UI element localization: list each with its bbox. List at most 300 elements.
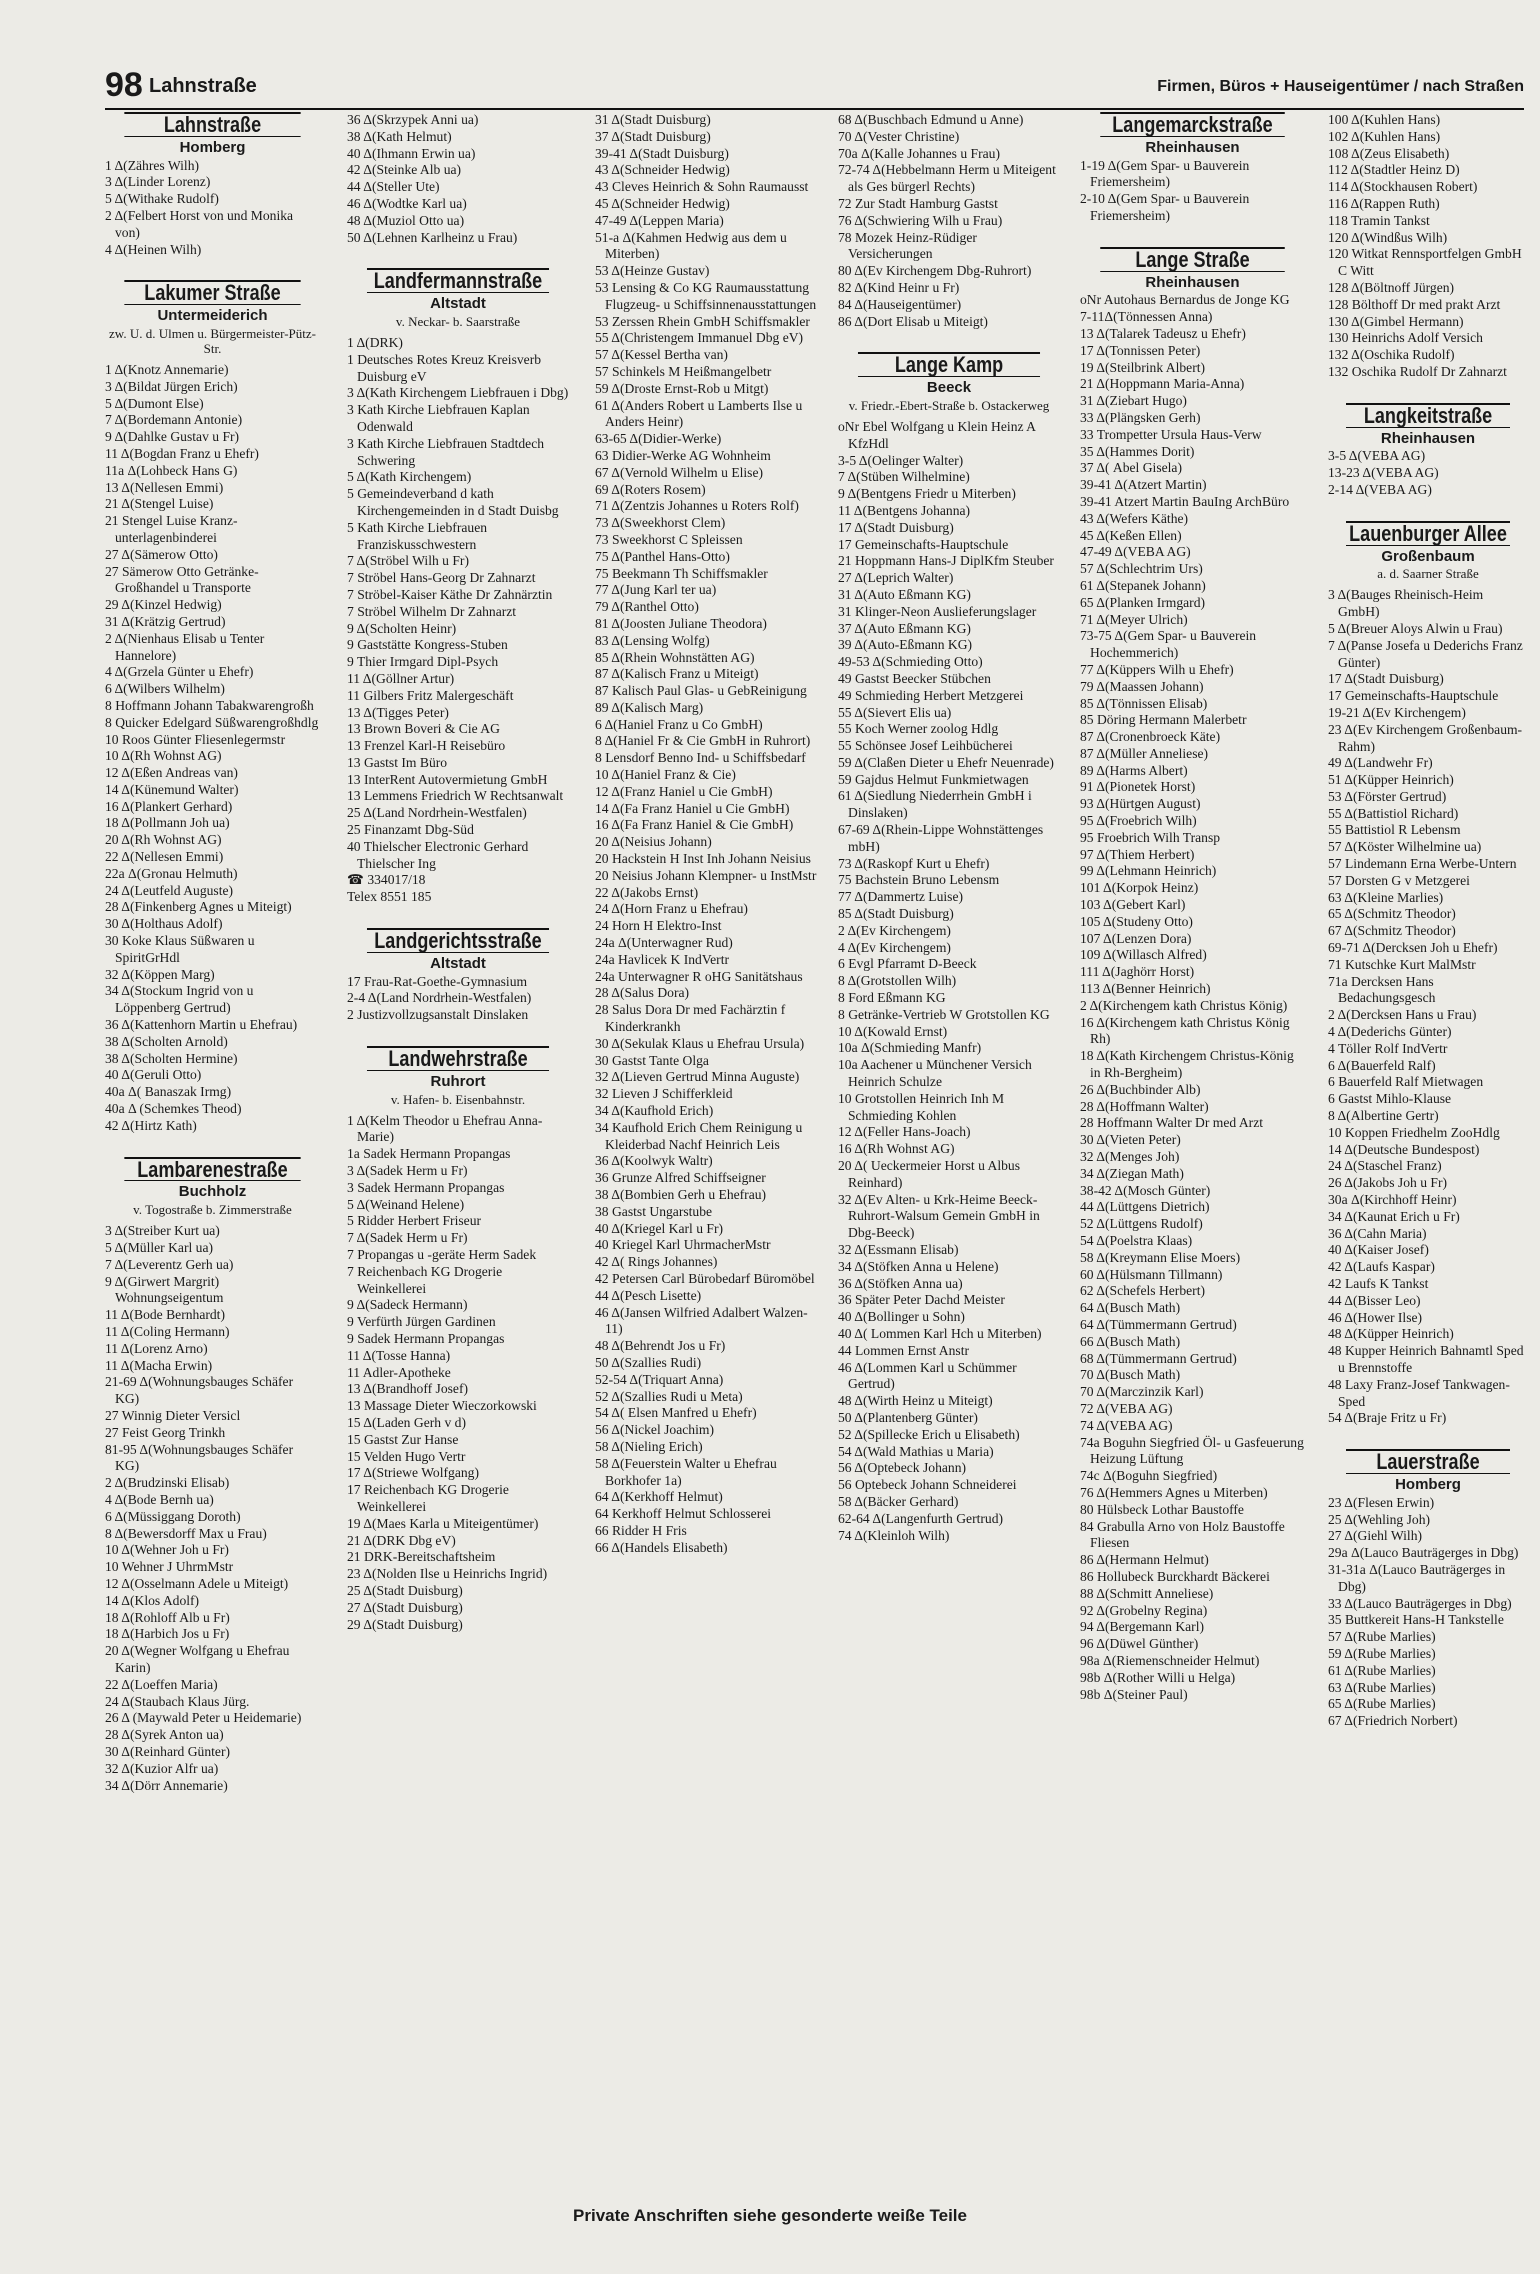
address-entry: 8 Δ(Bewersdorff Max u Frau) bbox=[105, 1525, 267, 1541]
address-entry: 9 Δ(Dahlke Gustav u Fr) bbox=[105, 429, 240, 445]
address-entry: 18 Δ(Pollmann Joh ua) bbox=[105, 815, 230, 831]
address-entry: 27 Δ(Sämerow Otto) bbox=[105, 546, 218, 562]
address-entry: 1 Δ(Knotz Annemarie) bbox=[105, 361, 229, 377]
address-entry: 74 Δ(Kleinloh Wilh) bbox=[838, 1527, 950, 1543]
district-name: Beeck bbox=[926, 379, 972, 397]
address-entry: 77 Δ(Küppers Wilh u Ehefr) bbox=[1080, 661, 1234, 677]
address-entry: 55 Δ(Sievert Elis ua) bbox=[838, 704, 952, 720]
address-entry: 39-41 Δ(Atzert Martin) bbox=[1080, 477, 1207, 493]
address-entry: 58 Δ(Bäcker Gerhard) bbox=[838, 1493, 959, 1509]
address-entry: 34 Δ(Ziegan Math) bbox=[1080, 1165, 1184, 1181]
district-name: Rheinhausen bbox=[1145, 273, 1240, 291]
address-entry: 18 Δ(Harbich Jos u Fr) bbox=[105, 1626, 230, 1642]
address-entry: Telex 8551 185 bbox=[347, 889, 432, 905]
address-entry: 37 Δ(Stadt Duisburg) bbox=[595, 128, 711, 144]
address-entry: 30 Δ(Reinhard Günter) bbox=[105, 1743, 231, 1759]
address-entry: 64 Δ(Tümmermann Gertrud) bbox=[1080, 1316, 1237, 1332]
address-entry: 36 Später Peter Dachd Meister bbox=[838, 1292, 1005, 1308]
address-entry: 43 Δ(Schneider Hedwig) bbox=[595, 162, 730, 178]
address-entry: 4 Töller Rolf IndVertr bbox=[1328, 1040, 1448, 1056]
address-entry: 61 Δ(Stepanek Johann) bbox=[1080, 577, 1206, 593]
address-entry: 66 Ridder H Fris bbox=[595, 1522, 687, 1538]
address-entry: 102 Δ(Kuhlen Hans) bbox=[1328, 128, 1441, 144]
address-entry: 25 Δ(Wehling Joh) bbox=[1328, 1511, 1431, 1527]
address-entry: 77 Δ(Dammertz Luise) bbox=[838, 889, 964, 905]
address-entry: 16 Δ(Fa Franz Haniel & Cie GmbH) bbox=[595, 817, 794, 833]
address-entry: 26 Δ(Jakobs Joh u Fr) bbox=[1328, 1175, 1448, 1191]
address-entry: 98b Δ(Rother Willi u Helga) bbox=[1080, 1669, 1236, 1685]
street-name: Landgerichtsstraße bbox=[367, 928, 549, 953]
address-entry: 52-54 Δ(Triquart Anna) bbox=[595, 1371, 724, 1387]
address-entry: 87 Δ(Kalisch Franz u Miteigt) bbox=[595, 666, 759, 682]
address-entry: 10 Δ(Rh Wohnst AG) bbox=[105, 748, 222, 764]
address-entry: 24a Havlicek K IndVertr bbox=[595, 951, 729, 967]
address-entry: 59 Δ(Droste Ernst-Rob u Mitgt) bbox=[595, 380, 769, 396]
address-entry: 31 Klinger-Neon Auslieferungslager bbox=[838, 603, 1037, 619]
address-entry: 8 Hoffmann Johann Tabakwarengroßh bbox=[105, 697, 314, 713]
street-name: Lakumer Straße bbox=[124, 280, 300, 305]
address-entry: 2-10 Δ(Gem Spar- u Bauverein Friemersheim) bbox=[1080, 191, 1250, 223]
address-entry: 58 Δ(Nieling Erich) bbox=[595, 1438, 703, 1454]
address-entry: 17 Gemeinschafts-Hauptschule bbox=[838, 536, 1009, 552]
address-entry: 91 Δ(Pionetek Horst) bbox=[1080, 779, 1196, 795]
address-entry: 70 Δ(Marczinzik Karl) bbox=[1080, 1384, 1204, 1400]
address-entry: 3-5 Δ(VEBA AG) bbox=[1328, 448, 1426, 464]
address-entry: 27 Δ(Leprich Walter) bbox=[838, 570, 954, 586]
page-number: 98 bbox=[105, 66, 143, 104]
address-entry: 40 Thielscher Electronic Gerhard Thielscher Ing bbox=[347, 838, 529, 871]
address-entry: 94 Δ(Bergemann Karl) bbox=[1080, 1619, 1205, 1635]
address-entry: 45 Δ(Schneider Hedwig) bbox=[595, 195, 730, 211]
address-entry: 9 Δ(Sadeck Hermann) bbox=[347, 1297, 468, 1313]
address-entry: 86 Δ(Hermann Helmut) bbox=[1080, 1552, 1209, 1568]
address-entry: 40a Δ (Schemkes Theod) bbox=[105, 1101, 242, 1117]
address-entry: 9 Sadek Hermann Propangas bbox=[347, 1331, 505, 1346]
address-entry: 5 Δ(Kath Kirchengem) bbox=[347, 469, 472, 485]
address-entry: 30a Δ(Kirchhoff Heinr) bbox=[1328, 1192, 1457, 1208]
district-name: Buchholz bbox=[178, 1183, 247, 1201]
address-entry: 46 Δ(Lommen Karl u Schümmer Gertrud) bbox=[838, 1359, 1017, 1392]
address-entry: 2-4 Δ(Land Nordrhein-Westfalen) bbox=[347, 990, 532, 1006]
address-entry: 9 Verfürth Jürgen Gardinen bbox=[347, 1314, 496, 1330]
address-entry: 49 Gastst Beecker Stübchen bbox=[838, 670, 991, 686]
address-entry: 38 Δ(Scholten Arnold) bbox=[105, 1033, 228, 1049]
address-entry: 21 Hoppmann Hans-J DiplKfm Steuber bbox=[838, 553, 1054, 569]
address-entry: 56 Optebeck Johann Schneiderei bbox=[838, 1477, 1017, 1493]
address-entry: 50 Δ(Szallies Rudi) bbox=[595, 1354, 702, 1370]
address-entry: 40 Δ( Lommen Karl Hch u Miterben) bbox=[838, 1325, 1042, 1341]
district-name: Untermeiderich bbox=[157, 307, 268, 325]
address-entry: 120 Witkat Rennsportfelgen GmbH C Witt bbox=[1328, 246, 1522, 279]
address-entry: 13 Frenzel Karl-H Reisebüro bbox=[347, 738, 506, 754]
address-entry: 77 Δ(Jung Karl ter ua) bbox=[595, 582, 717, 598]
address-entry: 14 Δ(Fa Franz Haniel u Cie GmbH) bbox=[595, 800, 790, 816]
address-entry: 7-11Δ(Tönnessen Anna) bbox=[1080, 309, 1213, 325]
address-entry: 7 Δ(Panse Josefa u Dederichs Franz Günter) bbox=[1328, 637, 1523, 670]
address-entry: 38 Δ(Scholten Hermine) bbox=[105, 1050, 238, 1066]
street-section bbox=[105, 1157, 320, 1795]
address-entry: 30 Gastst Tante Olga bbox=[595, 1052, 709, 1068]
address-entry: oNr Autohaus Bernardus de Jonge KG bbox=[1080, 292, 1290, 308]
address-entry: 61 Δ(Rube Marlies) bbox=[1328, 1662, 1436, 1678]
address-entry: 20 Δ(Neisius Johann) bbox=[595, 834, 712, 850]
street-section bbox=[1328, 112, 1528, 381]
address-entry: 5 Δ(Müller Karl ua) bbox=[105, 1240, 214, 1256]
column-3 bbox=[595, 112, 817, 1579]
address-entry: 17 Δ(Stadt Duisburg) bbox=[838, 519, 954, 535]
address-entry: 48 Kupper Heinrich Bahnamtl Sped u Brennstoffe bbox=[1328, 1343, 1524, 1375]
address-entry: 10 Roos Günter Fliesenlegermstr bbox=[105, 731, 286, 747]
address-entry: 112 Δ(Stadtler Heinz D) bbox=[1328, 162, 1460, 178]
address-entry: 34 Δ(Stöfken Anna u Helene) bbox=[838, 1258, 999, 1274]
address-entry: 40 Δ(Kriegel Karl u Fr) bbox=[595, 1220, 724, 1236]
address-entry: 12 Δ(Feller Hans-Joach) bbox=[838, 1124, 971, 1140]
address-entry: 128 Bölthoff Dr med prakt Arzt bbox=[1328, 296, 1501, 312]
address-entry: 40 Δ(Ihmann Erwin ua) bbox=[347, 145, 476, 161]
address-entry: 38 Δ(Kath Helmut) bbox=[347, 128, 452, 144]
address-entry: 36 Δ(Cahn Maria) bbox=[1328, 1225, 1427, 1241]
address-entry: 32 Δ(Lieven Gertrud Minna Auguste) bbox=[595, 1069, 800, 1085]
address-entry: 67 Δ(Vernold Wilhelm u Elise) bbox=[595, 464, 764, 480]
address-entry: 40 Δ(Kaiser Josef) bbox=[1328, 1242, 1429, 1258]
address-entry: 2 Δ(Felbert Horst von und Monika von) bbox=[105, 207, 294, 240]
address-entry: 62 Δ(Schefels Herbert) bbox=[1080, 1283, 1205, 1299]
address-entry: 46 Δ(Hower Ilse) bbox=[1328, 1309, 1423, 1325]
address-entry: 54 Δ( Elsen Manfred u Ehefr) bbox=[595, 1405, 757, 1421]
address-entry: 21-69 Δ(Wohnungsbauges Schäfer KG) bbox=[105, 1374, 294, 1407]
address-entry: 9 Δ(Girwert Margrit) Wohnungseigentum bbox=[105, 1273, 224, 1306]
address-entry: 84 Grabulla Arno von Holz Baustoffe Fliesen bbox=[1080, 1518, 1285, 1551]
address-entry: 120 Δ(Windßus Wilh) bbox=[1328, 229, 1448, 245]
street-section bbox=[347, 268, 569, 906]
address-entry: 64 Δ(Busch Math) bbox=[1080, 1300, 1181, 1316]
address-entry: 105 Δ(Studeny Otto) bbox=[1080, 913, 1193, 929]
address-entry: 13 Δ(Talarek Tadeusz u Ehefr) bbox=[1080, 325, 1246, 341]
address-entry: 15 Velden Hugo Vertr bbox=[347, 1448, 466, 1464]
address-entry: 68 Δ(Buschbach Edmund u Anne) bbox=[838, 112, 1024, 127]
address-entry: 17 Reichenbach KG Drogerie Weinkellerei bbox=[347, 1482, 509, 1514]
address-entry: 55 Δ(Battistiol Richard) bbox=[1328, 805, 1459, 821]
address-entry: 13-23 Δ(VEBA AG) bbox=[1328, 465, 1439, 481]
address-entry: 34 Δ(Stockum Ingrid von u Löppenberg Gertrud) bbox=[105, 983, 254, 1016]
address-entry: 84 Δ(Hauseigentümer) bbox=[838, 296, 962, 312]
address-entry: 72-74 Δ(Hebbelmann Herm u Miteigent als Ges bürgerl Rechts) bbox=[838, 162, 1056, 195]
address-entry: 3 Δ(Linder Lorenz) bbox=[105, 174, 211, 190]
address-entry: 4 Δ(Bode Bernh ua) bbox=[105, 1491, 214, 1507]
street-section bbox=[347, 928, 569, 1024]
address-entry: 24a Unterwagner R oHG Sanitätshaus bbox=[595, 968, 803, 984]
address-entry: 108 Δ(Zeus Elisabeth) bbox=[1328, 145, 1450, 161]
address-entry: 65 Δ(Schmitz Theodor) bbox=[1328, 906, 1456, 922]
district-name: Homberg bbox=[1395, 1475, 1461, 1493]
address-entry: 70a Δ(Kalle Johannes u Frau) bbox=[838, 145, 1001, 161]
address-entry: 63 Δ(Kleine Marlies) bbox=[1328, 889, 1444, 905]
address-entry: 73 Sweekhorst C Spleissen bbox=[595, 531, 743, 547]
address-entry: 100 Δ(Kuhlen Hans) bbox=[1328, 112, 1441, 127]
address-entry: 52 Δ(Szallies Rudi u Meta) bbox=[595, 1388, 743, 1404]
street-range-note: v. Hafen- b. Eisenbahnstr. bbox=[390, 1091, 526, 1107]
address-entry: 5 Δ(Weinand Helene) bbox=[347, 1196, 465, 1212]
address-entry: 59 Δ(Claßen Dieter u Ehefr Neuenrade) bbox=[838, 754, 1054, 770]
address-entry: 55 Koch Werner zoolog Hdlg bbox=[838, 721, 999, 737]
address-entry: 2 Δ(Nienhaus Elisab u Tenter Hannelore) bbox=[105, 630, 265, 663]
street-name: Langkeitstraße bbox=[1346, 403, 1510, 428]
address-entry: 32 Δ(Kuzior Alfr ua) bbox=[105, 1760, 219, 1776]
address-entry: 12 Δ(Franz Haniel u Cie GmbH) bbox=[595, 783, 773, 799]
address-entry: 48 Laxy Franz-Josef Tankwagen-Sped bbox=[1328, 1376, 1510, 1409]
address-entry: 5 Δ(Withake Rudolf) bbox=[105, 191, 219, 207]
address-entry: 44 Δ(Lüttgens Dietrich) bbox=[1080, 1199, 1210, 1215]
address-entry: 11 Δ(Göllner Artur) bbox=[347, 670, 455, 686]
address-entry: 8 Δ(Haniel Fr & Cie GmbH in Ruhrort) bbox=[595, 733, 811, 749]
address-entry: 53 Δ(Heinze Gustav) bbox=[595, 263, 710, 279]
address-entry: 15 Δ(Laden Gerh v d) bbox=[347, 1414, 466, 1430]
address-entry: 10 Δ(Wehner Joh u Fr) bbox=[105, 1542, 229, 1558]
address-entry: 85 Döring Hermann Malerbetr bbox=[1080, 712, 1247, 728]
address-entry: 8 Ford Eßmann KG bbox=[838, 990, 946, 1006]
address-entry: 1 Deutsches Rotes Kreuz Kreisverb Duisburg eV bbox=[347, 351, 542, 384]
street-name: Lange Kamp bbox=[858, 352, 1040, 377]
address-entry: 14 Δ(Deutsche Bundespost) bbox=[1328, 1141, 1480, 1157]
address-entry: 13 Δ(Nellesen Emmi) bbox=[105, 479, 224, 495]
address-entry: 107 Δ(Lenzen Dora) bbox=[1080, 930, 1192, 946]
address-entry: 14 Δ(Künemund Walter) bbox=[105, 781, 239, 797]
address-entry: 17 Gemeinschafts-Hauptschule bbox=[1328, 688, 1499, 704]
address-entry: 48 Δ(Wirth Heinz u Miteigt) bbox=[838, 1393, 993, 1409]
address-entry: 57 Dorsten G v Metzgerei bbox=[1328, 872, 1470, 888]
address-entry: 36 Grunze Alfred Schiffseigner bbox=[595, 1170, 766, 1186]
address-entry: 21 Stengel Luise Kranz-unterlagenbinderei bbox=[105, 513, 238, 545]
address-entry: 55 Schönsee Josef Leihbücherei bbox=[838, 738, 1013, 754]
address-entry: 58 Δ(Feuerstein Walter u Ehefrau Borkhofer 1a) bbox=[595, 1455, 777, 1488]
address-entry: 52 Δ(Lüttgens Rudolf) bbox=[1080, 1216, 1203, 1232]
address-entry: 45 Δ(Keßen Ellen) bbox=[1080, 527, 1182, 543]
address-entry: 49-53 Δ(Schmieding Otto) bbox=[838, 654, 983, 670]
address-entry: 36 Δ(Kattenhorn Martin u Ehefrau) bbox=[105, 1017, 298, 1033]
address-entry: 39 Δ(Auto-Eßmann KG) bbox=[838, 637, 973, 653]
address-entry: 26 Δ(Buchbinder Alb) bbox=[1080, 1081, 1201, 1097]
street-section bbox=[105, 280, 320, 1134]
address-entry: 95 Δ(Froebrich Wilh) bbox=[1080, 813, 1197, 829]
column-2 bbox=[347, 112, 569, 1655]
address-entry: 85 Δ(Stadt Duisburg) bbox=[838, 906, 954, 922]
address-entry: 57 Δ(Schlechtrim Urs) bbox=[1080, 561, 1203, 577]
address-entry: 6 Δ(Müssiggang Doroth) bbox=[105, 1508, 241, 1524]
address-entry: 114 Δ(Stockhausen Robert) bbox=[1328, 179, 1478, 195]
address-entry: 23 Δ(Ev Kirchengem Großenbaum-Rahm) bbox=[1328, 721, 1523, 754]
address-entry: 57 Lindemann Erna Werbe-Untern bbox=[1328, 856, 1517, 872]
address-entry: 40 Δ(Geruli Otto) bbox=[105, 1067, 202, 1083]
address-entry: 89 Δ(Kalisch Marg) bbox=[595, 699, 704, 715]
address-entry: 87 Δ(Müller Anneliese) bbox=[1080, 745, 1209, 761]
address-entry: 24 Δ(Staubach Klaus Jürg. bbox=[105, 1693, 250, 1709]
address-entry: 68 Δ(Tümmermann Gertrud) bbox=[1080, 1350, 1237, 1366]
address-entry: 71a Dercksen Hans Bedachungsgesch bbox=[1328, 973, 1436, 1006]
street-name: Landwehrstraße bbox=[367, 1046, 549, 1071]
address-entry: 6 Evgl Pfarramt D-Beeck bbox=[838, 956, 977, 972]
district-name: Rheinhausen bbox=[1380, 429, 1476, 447]
address-entry: 12 Δ(Osselmann Adele u Miteigt) bbox=[105, 1575, 289, 1591]
address-entry: 23 Δ(Flesen Erwin) bbox=[1328, 1494, 1435, 1510]
address-entry: 22a Δ(Gronau Helmuth) bbox=[105, 865, 238, 881]
address-entry: 48 Δ(Behrendt Jos u Fr) bbox=[595, 1338, 726, 1354]
address-entry: 51-a Δ(Kahmen Hedwig aus dem u Miterben) bbox=[595, 229, 787, 262]
street-section bbox=[595, 112, 817, 1557]
address-entry: 80 Hülsbeck Lothar Baustoffe bbox=[1080, 1501, 1244, 1517]
street-section bbox=[1328, 1449, 1528, 1730]
address-entry: 11 Δ(Lorenz Arno) bbox=[105, 1340, 208, 1356]
address-entry: 6 Δ(Wilbers Wilhelm) bbox=[105, 681, 225, 697]
address-entry: 7 Δ(Stüben Wilhelmine) bbox=[838, 469, 970, 485]
address-entry: 27 Δ(Stadt Duisburg) bbox=[347, 1599, 463, 1615]
address-entry: 2 Δ(Brudzinski Elisab) bbox=[105, 1475, 230, 1491]
address-entry: 1 Δ(DRK) bbox=[347, 334, 403, 350]
address-entry: 55 Battistiol R Lebensm bbox=[1328, 822, 1461, 838]
address-entry: 75 Bachstein Bruno Lebensm bbox=[838, 872, 1000, 888]
address-entry: 6 Bauerfeld Ralf Mietwagen bbox=[1328, 1074, 1484, 1090]
address-entry: 101 Δ(Korpok Heinz) bbox=[1080, 880, 1199, 896]
address-entry: 71 Kutschke Kurt MalMstr bbox=[1328, 956, 1476, 972]
address-entry: 34 Δ(Kaunat Erich u Fr) bbox=[1328, 1208, 1460, 1224]
address-entry: 4 Δ(Dederichs Günter) bbox=[1328, 1024, 1452, 1040]
address-entry: 60 Δ(Hülsmann Tillmann) bbox=[1080, 1266, 1223, 1282]
address-entry: 82 Δ(Kind Heinr u Fr) bbox=[838, 279, 960, 295]
address-entry: 87 Kalisch Paul Glas- u GebReinigung bbox=[595, 683, 807, 699]
address-entry: 28 Δ(Finkenberg Agnes u Miteigt) bbox=[105, 899, 292, 915]
address-entry: 98b Δ(Steiner Paul) bbox=[1080, 1686, 1188, 1702]
address-entry: 116 Δ(Rappen Ruth) bbox=[1328, 195, 1440, 211]
street-section bbox=[347, 1046, 569, 1633]
address-entry: 80 Δ(Ev Kirchengem Dbg-Ruhrort) bbox=[838, 263, 1032, 279]
address-entry: 13 Brown Boveri & Cie AG bbox=[347, 721, 500, 737]
address-entry: 10 Grotstollen Heinrich Inh M Schmieding Kohlen bbox=[838, 1090, 1005, 1123]
address-entry: 5 Ridder Herbert Friseur bbox=[347, 1213, 482, 1229]
address-entry: 29 Δ(Kinzel Hedwig) bbox=[105, 597, 222, 613]
address-entry: 3-5 Δ(Oelinger Walter) bbox=[838, 452, 964, 468]
address-entry: 14 Δ(Klos Adolf) bbox=[105, 1592, 200, 1608]
address-entry: 29 Δ(Stadt Duisburg) bbox=[347, 1616, 463, 1632]
address-entry: 86 Δ(Dort Elisab u Miteigt) bbox=[838, 313, 988, 329]
address-entry: 67-69 Δ(Rhein-Lippe Wohnstättenges mbH) bbox=[838, 822, 1044, 854]
address-entry: 7 Reichenbach KG Drogerie Weinkellerei bbox=[347, 1263, 503, 1296]
district-name: Großenbaum bbox=[1381, 547, 1475, 565]
column-5 bbox=[1080, 112, 1305, 1725]
footer-note: Private Anschriften siehe gesonderte weiße Teile bbox=[573, 2206, 967, 2225]
address-entry: 24 Δ(Staschel Franz) bbox=[1328, 1158, 1442, 1174]
address-entry: 89 Δ(Harms Albert) bbox=[1080, 762, 1188, 778]
address-entry: 7 Ströbel-Kaiser Käthe Dr Zahnärztin bbox=[347, 586, 553, 602]
address-entry: 42 Laufs K Tankst bbox=[1328, 1276, 1429, 1291]
address-entry: 5 Gemeindeverband d kath Kirchengemeinden in d Stadt Duisbg bbox=[347, 486, 559, 518]
street-name: Lauerstraße bbox=[1346, 1449, 1510, 1474]
address-entry: 13 Δ(Tigges Peter) bbox=[347, 704, 449, 720]
address-entry: 7 Δ(Ströbel Wilh u Fr) bbox=[347, 553, 469, 569]
address-entry: 42 Δ(Steinke Alb ua) bbox=[347, 162, 462, 178]
address-entry: 37 Δ(Auto Eßmann KG) bbox=[838, 620, 971, 636]
address-entry: 32 Lieven J Schifferkleid bbox=[595, 1086, 733, 1102]
address-entry: ☎ 334017/18 bbox=[347, 872, 426, 888]
address-entry: 38 Gastst Ungarstube bbox=[595, 1203, 713, 1219]
address-entry: 7 Propangas u -geräte Herm Sadek bbox=[347, 1247, 537, 1263]
address-entry: 2 Δ(Ev Kirchengem) bbox=[838, 922, 951, 938]
address-entry: 38-42 Δ(Mosch Günter) bbox=[1080, 1182, 1211, 1198]
address-entry: 53 Δ(Förster Gertrud) bbox=[1328, 788, 1447, 804]
address-entry: 28 Hoffmann Walter Dr med Arzt bbox=[1080, 1115, 1264, 1131]
street-name: Lahnstraße bbox=[124, 112, 300, 137]
address-entry: 30 Δ(Holthaus Adolf) bbox=[105, 916, 223, 932]
address-entry: 1 Δ(Zähres Wilh) bbox=[105, 157, 200, 173]
column-4 bbox=[838, 112, 1060, 1566]
address-entry: 36 Δ(Koolwyk Waltr) bbox=[595, 1153, 713, 1169]
address-entry: 31-31a Δ(Lauco Bauträgerges in Dbg) bbox=[1328, 1561, 1506, 1594]
address-entry: 72 Zur Stadt Hamburg Gastst bbox=[838, 195, 998, 211]
address-entry: 8 Δ(Grotstollen Wilh) bbox=[838, 973, 957, 989]
address-entry: 7 Ströbel Hans-Georg Dr Zahnarzt bbox=[347, 570, 536, 586]
address-entry: 39-41 Atzert Martin BauIng ArchBüro bbox=[1080, 493, 1290, 509]
address-entry: 53 Zerssen Rhein GmbH Schiffsmakler bbox=[595, 313, 810, 329]
address-entry: 93 Δ(Hürtgen August) bbox=[1080, 796, 1201, 812]
address-entry: 2 Justizvollzugsanstalt Dinslaken bbox=[347, 1007, 529, 1023]
address-entry: 6 Gastst Mihlo-Klause bbox=[1328, 1091, 1452, 1107]
address-entry: 30 Δ(Sekulak Klaus u Ehefrau Ursula) bbox=[595, 1035, 805, 1051]
address-entry: 79 Δ(Maassen Johann) bbox=[1080, 678, 1204, 694]
address-entry: 50 Δ(Plantenberg Günter) bbox=[838, 1409, 978, 1425]
address-entry: 13 InterRent Autovermietung GmbH bbox=[347, 771, 548, 787]
address-entry: 9 Thier Irmgard Dipl-Psych bbox=[347, 654, 499, 670]
address-entry: 49 Δ(Landwehr Fr) bbox=[1328, 755, 1433, 771]
address-entry: 97 Δ(Thiem Herbert) bbox=[1080, 846, 1195, 862]
address-entry: 76 Δ(Hemmers Agnes u Miterben) bbox=[1080, 1484, 1268, 1500]
address-entry: 63 Δ(Rube Marlies) bbox=[1328, 1679, 1436, 1695]
address-entry: oNr Ebel Wolfgang u Klein Heinz A KfzHdl bbox=[838, 418, 1036, 451]
street-range-note: v. Neckar- b. Saarstraße bbox=[395, 313, 521, 329]
address-entry: 64 Kerkhoff Helmut Schlosserei bbox=[595, 1506, 772, 1522]
street-section bbox=[838, 352, 1060, 1544]
address-entry: 54 Δ(Poelstra Klaas) bbox=[1080, 1233, 1193, 1248]
address-entry: 3 Sadek Hermann Propangas bbox=[347, 1179, 505, 1195]
address-entry: 99 Δ(Lehmann Heinrich) bbox=[1080, 863, 1217, 879]
address-entry: 33 Δ(Lauco Bauträgerges in Dbg) bbox=[1328, 1595, 1512, 1611]
address-entry: 39-41 Δ(Stadt Duisburg) bbox=[595, 145, 729, 161]
address-entry: 2-14 Δ(VEBA AG) bbox=[1328, 481, 1432, 497]
address-entry: 71 Δ(Zentzis Johannes u Roters Rolf) bbox=[595, 498, 799, 514]
address-entry: 40 Kriegel Karl UhrmacherMstr bbox=[595, 1237, 771, 1253]
address-entry: 18 Δ(Rohloff Alb u Fr) bbox=[105, 1609, 230, 1625]
address-entry: 22 Δ(Loeffen Maria) bbox=[105, 1676, 218, 1692]
address-entry: 36 Δ(Stöfken Anna ua) bbox=[838, 1275, 963, 1291]
address-entry: 8 Getränke-Vertrieb W Grotstollen KG bbox=[838, 1006, 1050, 1022]
address-entry: 81 Δ(Joosten Juliane Theodora) bbox=[595, 615, 767, 631]
address-entry: 31 Δ(Stadt Duisburg) bbox=[595, 112, 711, 127]
address-entry: 130 Heinrichs Adolf Versich bbox=[1328, 330, 1483, 346]
page-title: Lahnstraße bbox=[149, 75, 257, 97]
address-entry: 69 Δ(Roters Rosem) bbox=[595, 481, 706, 497]
address-entry: 1-19 Δ(Gem Spar- u Bauverein Friemersheim) bbox=[1080, 157, 1250, 190]
address-entry: 44 Δ(Bisser Leo) bbox=[1328, 1292, 1421, 1308]
address-entry: 61 Δ(Siedlung Niederrhein GmbH i Dinslaken) bbox=[838, 788, 1032, 821]
address-entry: 74c Δ(Boguhn Siegfried) bbox=[1080, 1468, 1218, 1484]
address-entry: 25 Δ(Stadt Duisburg) bbox=[347, 1582, 463, 1598]
address-entry: 71 Δ(Meyer Ulrich) bbox=[1080, 611, 1188, 627]
district-name: Homberg bbox=[179, 138, 246, 156]
address-entry: 59 Δ(Rube Marlies) bbox=[1328, 1645, 1436, 1661]
address-entry: 7 Δ(Sadek Herm u Fr) bbox=[347, 1230, 468, 1246]
street-range-note: v. Friedr.-Ebert-Straße b. Ostackerweg bbox=[848, 397, 1050, 413]
address-entry: 109 Δ(Willasch Alfred) bbox=[1080, 947, 1207, 963]
address-entry: 4 Δ(Ev Kirchengem) bbox=[838, 939, 951, 955]
address-entry: 18 Δ(Kath Kirchengem Christus-König in Rh-Bergheim) bbox=[1080, 1048, 1294, 1081]
address-entry: 44 Lommen Ernst Anstr bbox=[838, 1342, 970, 1358]
